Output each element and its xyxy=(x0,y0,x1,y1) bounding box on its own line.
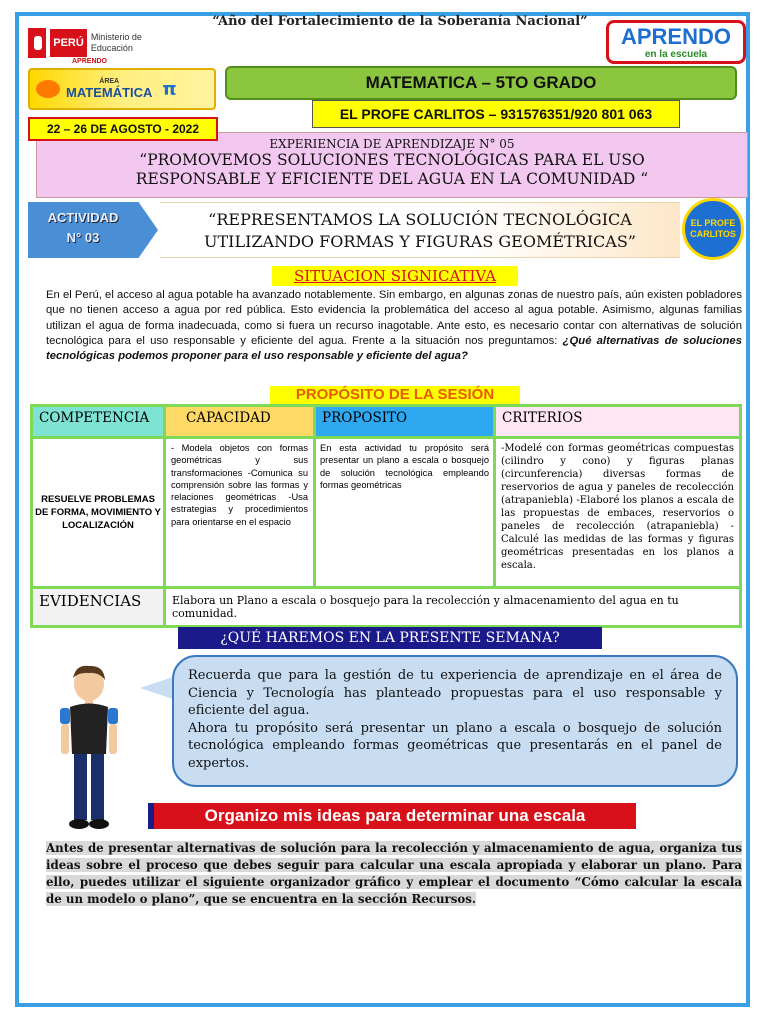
area-name: MATEMÁTICA xyxy=(66,85,153,100)
aprendo-logo xyxy=(606,20,746,64)
ministry-name: Ministerio de Educación xyxy=(90,32,142,53)
organizo-title: Organizo mis ideas para determinar una escala xyxy=(154,803,636,829)
situacion-body: En el Perú, el acceso al agua potable ha avanzado notablemente. Sin embargo, en algunas zonas de nuestro país, aún existen pobladores que no tienen acceso a agua por red pública. Esto evidencia la problemática del acceso al agua potable. Asimismo, algunas familias utilizan el agua de forma inadecuada, como si fuera un recurso inagotable. Ante esto, es necesario contar con alternativas de solución tecnológica para el uso responsable y eficiente del agua. Frente a la situación nos preguntamos: xyxy=(46,289,742,347)
header-proposito: PROPOSITO xyxy=(315,406,495,438)
bubble-paragraph-1: Recuerda que para la gestión de tu experiencia de aprendizaje en el área de Ciencia y Tecnología has planteado propuestas para el uso responsable y eficiente del agua. xyxy=(188,668,722,718)
organizo-text-body: Antes de presentar alternativas de solución para la recolección y almacenamiento de agua, organiza tus ideas sobre el proceso que debes seguir para calcular una escala apropiada y elaborar un plano. Para ello, puedes utilizar el siguiente organizador gráfico y emplear el documento “Cómo calcular la escala de un modelo o plano”, que se encuentra en la sección Recursos. xyxy=(46,841,742,906)
area-badge xyxy=(28,68,216,110)
experiencia-number: EXPERIENCIA DE APRENDIZAJE N° 05 xyxy=(269,137,515,151)
pi-icon: π xyxy=(162,78,177,100)
header-capacidad: CAPACIDAD xyxy=(165,406,315,438)
actividad-number: N° 03 xyxy=(66,230,100,245)
proposito-cell: En esta actividad tu propósito será presentar un plano a escala o bosquejo de solución tecnológica empleando formas geométricas xyxy=(315,438,495,588)
aprendo-logo-title: APRENDO xyxy=(620,24,731,49)
competencia-cell: RESUELVE PROBLEMAS DE FORMA, MOVIMIENTO Y LOCALIZACIÓN xyxy=(32,438,165,588)
actividad-title xyxy=(160,202,680,258)
actividad-title-line2: UTILIZANDO FORMAS Y FIGURAS GEOMÉTRICAS” xyxy=(204,232,636,251)
boy-illustration xyxy=(54,662,124,832)
speech-bubble xyxy=(172,655,738,787)
national-motto: “Año del Fortalecimiento de la Soberanía Nacional” xyxy=(212,14,588,29)
bubble-paragraph-2: Ahora tu propósito será presentar un plano a escala o bosquejo de solución tecnológica empleando formas geométricas que presentarás en el panel de expertos. xyxy=(188,720,722,771)
teacher-contact: EL PROFE CARLITOS – 931576351/920 801 063 xyxy=(312,100,680,128)
experiencia-title-line2: RESPONSABLE Y EFICIENTE DEL AGUA EN LA COMUNIDAD “ xyxy=(135,170,649,188)
organizo-text xyxy=(46,840,742,908)
experiencia-box xyxy=(36,132,748,198)
page-title: MATEMATICA – 5TO GRADO xyxy=(225,66,737,100)
criterios-cell: -Modelé con formas geométricas compuestas (cilindro y cono) y figuras planas (circunferencia) diversas formas de reservorios de agua y paneles de recolección (atrapaniebla) -Elaboré los planos a escala de las propuestas de embaces, reservorios o paneles de recolección (atrapaniebla) -Calculé las medidas de las formas y figuras geométricas presentadas en los planos a escala. xyxy=(495,438,741,588)
profe-carlitos-logo: EL PROFE CARLITOS xyxy=(682,198,744,260)
proposito-title: PROPÓSITO DE LA SESIÓN xyxy=(270,386,520,404)
area-label: ÁREA xyxy=(99,78,120,85)
actividad-badge xyxy=(28,202,158,258)
situacion-question: ¿Qué alternativas de soluciones tecnológicas podemos proponer para el uso responsable y eficiente del agua? xyxy=(46,334,742,363)
situacion-text xyxy=(46,288,742,364)
ministry-tag: APRENDO xyxy=(72,58,108,65)
evidencias-text: Elabora un Plano a escala o bosquejo para la recolección y almacenamiento del agua en tu comunidad. xyxy=(165,588,741,627)
aprendo-logo-subtitle: en la escuela xyxy=(644,49,708,60)
actividad-title-line1: “REPRESENTAMOS LA SOLUCIÓN TECNOLÓGICA xyxy=(208,210,632,229)
experiencia-title-line1: “PROMOVEMOS SOLUCIONES TECNOLÓGICAS PARA EL USO xyxy=(139,151,645,169)
shield-icon xyxy=(28,28,46,58)
ministry-country: PERÚ xyxy=(50,29,87,57)
situacion-title: SITUACION SIGNICATIVA xyxy=(272,266,518,286)
header-criterios: CRITERIOS xyxy=(495,406,741,438)
capacidad-cell: - Modela objetos con formas geométricas y sus transformaciones -Comunica su comprensión sobre las formas y relaciones geométricas -Usa estrategias y procedimientos para orientarse en el espacio xyxy=(165,438,315,588)
proposito-table xyxy=(30,404,742,628)
semana-title: ¿QUÉ HAREMOS EN LA PRESENTE SEMANA? xyxy=(178,627,602,649)
evidencias-label: EVIDENCIAS xyxy=(32,588,165,627)
fish-icon xyxy=(36,80,60,98)
date-range: 22 – 26 DE AGOSTO - 2022 xyxy=(28,117,218,141)
actividad-label: ACTIVIDAD xyxy=(47,210,119,225)
header-competencia: COMPETENCIA xyxy=(32,406,165,438)
